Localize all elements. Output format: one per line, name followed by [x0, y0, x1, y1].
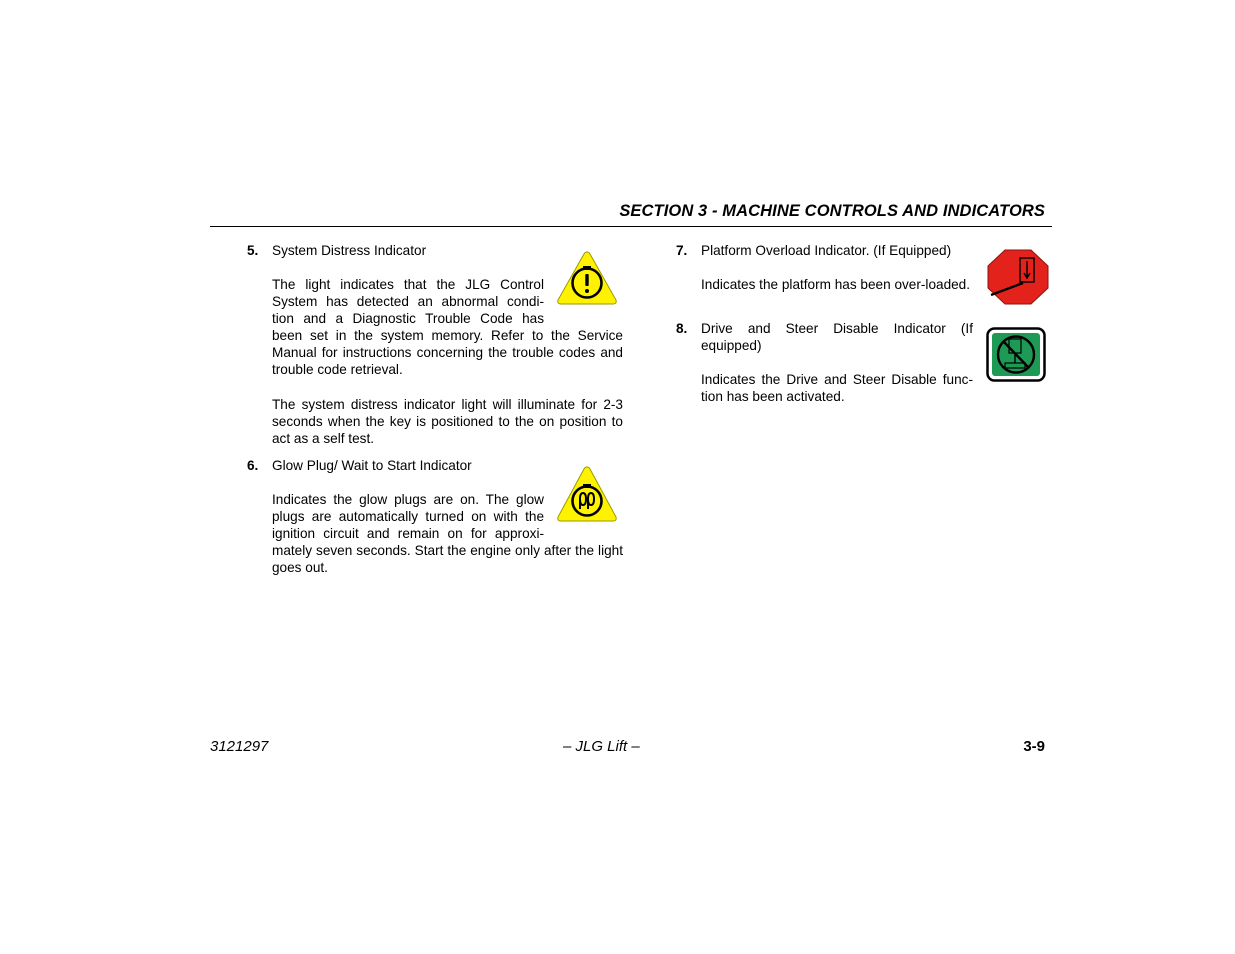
- item-number: 7.: [676, 243, 688, 258]
- text-line: Indicates the glow plugs are on. The glow: [272, 492, 544, 507]
- item-title: Platform Overload Indicator. (If Equipped): [701, 243, 952, 258]
- item-platform-overload: [676, 242, 976, 317]
- item-number: 5.: [247, 243, 259, 258]
- section-header: [210, 202, 1052, 227]
- item-title: Glow Plug/ Wait to Start Indicator: [272, 458, 472, 473]
- text-line: plugs are automatically turned on with the: [272, 509, 544, 525]
- item-title: System Distress Indicator: [272, 243, 427, 258]
- glow-plug-icon: [556, 465, 618, 523]
- item-drive-steer-disable: [676, 320, 976, 410]
- platform-overload-icon: [987, 249, 1049, 305]
- item-number: 8.: [676, 321, 688, 336]
- item-para1: Indicates the Drive and Steer Disable func-tion has been activated.: [701, 372, 973, 405]
- section-title: SECTION 3 - MACHINE CONTROLS AND INDICATORS: [619, 202, 1045, 220]
- text-line: System has detected an abnormal condi-: [272, 294, 544, 310]
- item-para1-rest: mately seven seconds. Start the engine only after the light goes out.: [272, 543, 623, 576]
- item-para1-wrapped: [272, 491, 544, 542]
- text-line: The light indicates that the JLG Control: [272, 277, 544, 292]
- doc-number: 3121297: [210, 738, 269, 755]
- item-title: Drive and Steer Disable Indicator (If equipped): [701, 321, 973, 354]
- item-para1-rest: been set in the system memory. Refer to the Service Manual for instructions concerning the trouble codes and trouble code retrieval.: [272, 328, 623, 378]
- item-para1: Indicates the platform has been over-loaded.: [701, 277, 971, 292]
- page-number: 3-9: [1023, 738, 1045, 755]
- item-number: 6.: [247, 458, 259, 473]
- text-line: tion and a Diagnostic Trouble Code has: [272, 311, 544, 327]
- system-distress-warning-icon: [556, 250, 618, 306]
- item-para2: The system distress indicator light will illuminate for 2-3 seconds when the key is positioned to the on position to act as a self test.: [272, 397, 623, 447]
- drive-steer-disable-icon: [986, 327, 1046, 382]
- item-para1-wrapped: [272, 276, 544, 327]
- footer-center: – JLG Lift –: [563, 738, 640, 755]
- text-line: ignition circuit and remain on for approxi-: [272, 526, 544, 542]
